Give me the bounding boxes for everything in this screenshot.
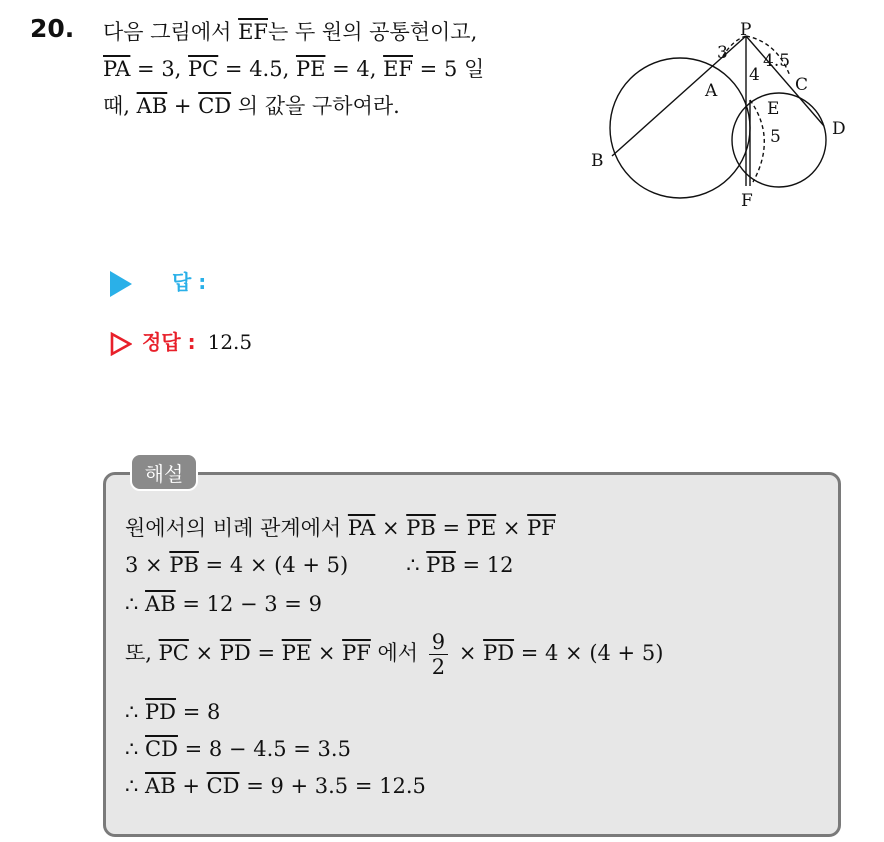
text: + [167, 94, 199, 118]
text: × [188, 641, 220, 665]
segment-pc: $\overline{PC}$ [158, 641, 189, 665]
therefore-symbol: ∴ [125, 592, 146, 616]
correct-answer-row [110, 326, 252, 356]
segment-ef: $\overline{EF}$ [383, 57, 413, 81]
text: = 12 − 3 = 9 [175, 592, 322, 616]
text: × [452, 641, 484, 665]
text: = 4 × (4 + 5) [514, 641, 664, 665]
solution-line-1 [125, 512, 556, 542]
solution-badge: 해설 [130, 453, 198, 491]
text: 는 두 원의 공통현이고, [267, 20, 478, 44]
segment-pa: $\overline{PA}$ [103, 57, 131, 81]
segment-pb: $\overline{PB}$ [406, 516, 436, 540]
text: = 8 [176, 700, 221, 724]
answer-row [110, 266, 206, 297]
fraction [429, 630, 448, 679]
segment-ef: $\overline{EF}$ [238, 20, 268, 44]
correct-answer-value: 12.5 [207, 330, 253, 354]
segment-cd: $\overline{CD}$ [206, 774, 240, 798]
solution-line-6 [125, 737, 351, 761]
geometry-figure [585, 18, 855, 218]
length-pc: 4.5 [763, 51, 791, 71]
text: = 8 − 4.5 = 3.5 [177, 737, 351, 761]
label-c: C [795, 75, 809, 95]
question-number: 20. [30, 14, 75, 43]
text: = 4, [325, 57, 384, 81]
segment-pe: $\overline{PE}$ [466, 516, 497, 540]
text: = 5 일 [413, 57, 485, 81]
label-e: E [767, 99, 780, 119]
segment-pb: $\overline{PB}$ [169, 553, 199, 577]
segment-pd: $\overline{PD}$ [219, 641, 251, 665]
text: = 4.5, [218, 57, 296, 81]
segment-pe: $\overline{PE}$ [281, 641, 312, 665]
text: 다음 그림에서 [103, 20, 239, 44]
text: + [175, 774, 207, 798]
play-icon [110, 271, 132, 297]
label-f: F [741, 191, 753, 211]
text: = [435, 516, 467, 540]
label-p: P [740, 20, 752, 40]
length-pe: 4 [749, 65, 760, 85]
dash-arc-ef [750, 100, 764, 182]
question-line-2 [103, 51, 573, 88]
segment-pe: $\overline{PE}$ [295, 57, 326, 81]
text: 의 값을 구하여라. [231, 94, 400, 118]
text: = [250, 641, 282, 665]
segment-pb: $\overline{PB}$ [426, 553, 456, 577]
segment-ab: $\overline{AB}$ [145, 774, 176, 798]
text: × [375, 516, 407, 540]
label-b: B [591, 151, 604, 171]
length-pa: 3 [717, 43, 728, 63]
segment-cd: $\overline{CD}$ [145, 737, 178, 761]
text: = 12 [455, 553, 514, 577]
label-a: A [705, 81, 718, 101]
segment-pd: $\overline{PD}$ [483, 641, 515, 665]
question-line-1 [103, 14, 573, 51]
solution-line-2 [125, 553, 513, 577]
outline-play-icon [110, 332, 132, 356]
large-circle [610, 58, 750, 198]
therefore-symbol: ∴ [125, 700, 146, 724]
length-ef: 5 [770, 127, 781, 147]
therefore-symbol: ∴ [125, 774, 146, 798]
solution-line-5 [125, 700, 220, 724]
text: 또, [125, 641, 159, 665]
therefore-symbol: ∴ [406, 553, 427, 577]
segment-pd: $\overline{PD}$ [145, 700, 177, 724]
text: 3 × [125, 553, 170, 577]
segment-cd: $\overline{CD}$ [198, 94, 232, 118]
solution-line-7 [125, 774, 426, 798]
text: × [496, 516, 528, 540]
solution-line-4 [125, 630, 663, 679]
text: 원에서의 비례 관계에서 [125, 516, 348, 540]
therefore-symbol: ∴ [125, 737, 146, 761]
text: 에서 [370, 641, 425, 665]
segment-pa: $\overline{PA}$ [347, 516, 376, 540]
label-d: D [832, 119, 846, 139]
segment-ab: $\overline{AB}$ [136, 94, 168, 118]
text: = 4 × (4 + 5) [198, 553, 349, 577]
solution-line-3 [125, 592, 322, 616]
answer-label: 답 : [172, 270, 207, 294]
text: = 9 + 3.5 = 12.5 [239, 774, 426, 798]
text: 때, [103, 94, 137, 118]
fraction-numerator: 9 [429, 630, 448, 655]
text: = 3, [130, 57, 189, 81]
segment-pc: $\overline{PC}$ [188, 57, 219, 81]
question-text [103, 14, 573, 125]
segment-ab: $\overline{AB}$ [145, 592, 176, 616]
segment-pf: $\overline{PF}$ [527, 516, 556, 540]
correct-answer-label: 정답 : [142, 330, 196, 354]
text: × [311, 641, 343, 665]
question-line-3 [103, 88, 573, 125]
segment-pf: $\overline{PF}$ [342, 641, 371, 665]
fraction-denominator: 2 [431, 655, 446, 679]
